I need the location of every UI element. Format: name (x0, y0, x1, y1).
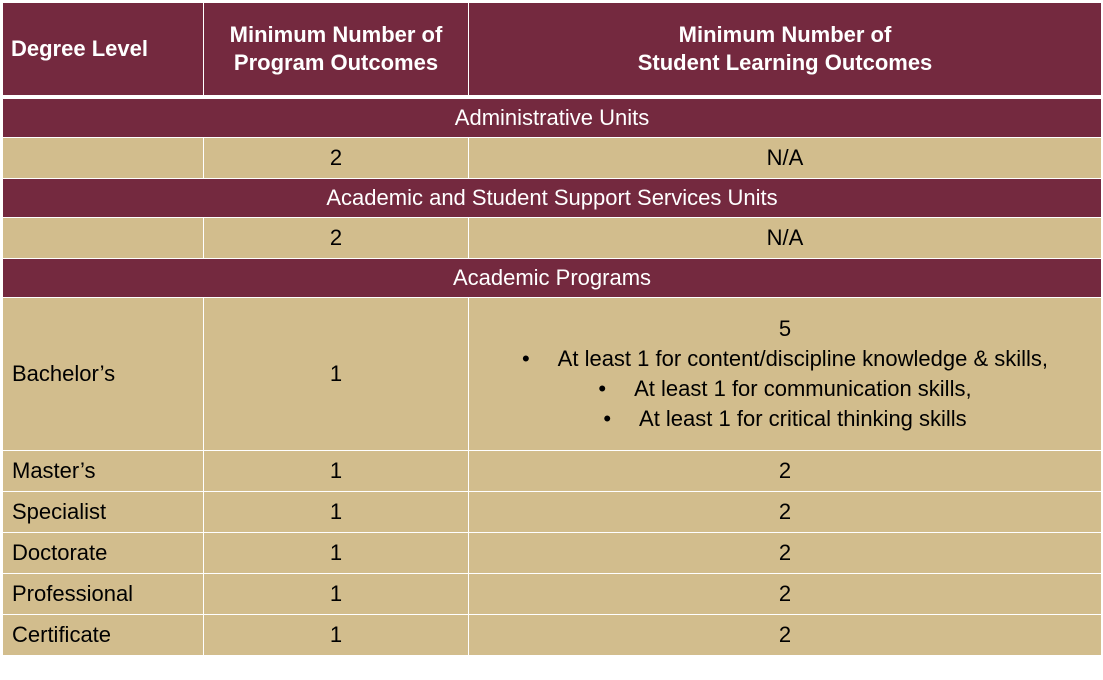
header-degree-level: Degree Level (3, 3, 204, 98)
degree-cell (3, 138, 204, 179)
slo-cell: 2 (469, 574, 1102, 615)
section-title: Academic and Student Support Services Units (3, 179, 1102, 218)
slo-count: 5 (778, 316, 792, 341)
program-outcomes-cell: 1 (204, 615, 469, 656)
table-row (3, 218, 1102, 259)
slo-cell: 2 (469, 615, 1102, 656)
section-row-support (3, 179, 1102, 218)
slo-cell: N/A (469, 138, 1102, 179)
slo-bullet-list (469, 344, 1101, 434)
header-row (3, 3, 1102, 98)
program-outcomes-cell: 1 (204, 492, 469, 533)
table-row (3, 451, 1102, 492)
program-outcomes-cell: 1 (204, 574, 469, 615)
degree-cell (3, 218, 204, 259)
program-outcomes-cell: 1 (204, 451, 469, 492)
degree-cell: Master’s (3, 451, 204, 492)
slo-cell: N/A (469, 218, 1102, 259)
table-row (3, 492, 1102, 533)
section-title: Administrative Units (3, 97, 1102, 138)
program-outcomes-cell: 2 (204, 138, 469, 179)
degree-cell: Bachelor’s (3, 298, 204, 451)
program-outcomes-cell: 1 (204, 298, 469, 451)
slo-cell (469, 298, 1102, 451)
slo-bullet: • At least 1 for communication skills, (469, 374, 1101, 404)
program-outcomes-cell: 1 (204, 533, 469, 574)
degree-cell: Doctorate (3, 533, 204, 574)
table-row (3, 574, 1102, 615)
section-row-academic (3, 259, 1102, 298)
table-row (3, 138, 1102, 179)
header-student-learning-outcomes: Minimum Number of Student Learning Outcomes (469, 3, 1102, 98)
slo-bullet: • At least 1 for critical thinking skills (469, 404, 1101, 434)
degree-cell: Specialist (3, 492, 204, 533)
degree-cell: Certificate (3, 615, 204, 656)
table-row (3, 533, 1102, 574)
slo-bullet: • At least 1 for content/discipline knowledge & skills, (469, 344, 1101, 374)
table-row-bachelors (3, 298, 1102, 451)
outcomes-table (2, 2, 1102, 656)
slo-cell: 2 (469, 533, 1102, 574)
slo-cell: 2 (469, 451, 1102, 492)
section-title: Academic Programs (3, 259, 1102, 298)
section-row-administrative (3, 97, 1102, 138)
slo-cell: 2 (469, 492, 1102, 533)
program-outcomes-cell: 2 (204, 218, 469, 259)
header-program-outcomes: Minimum Number of Program Outcomes (204, 3, 469, 98)
degree-cell: Professional (3, 574, 204, 615)
table-row (3, 615, 1102, 656)
